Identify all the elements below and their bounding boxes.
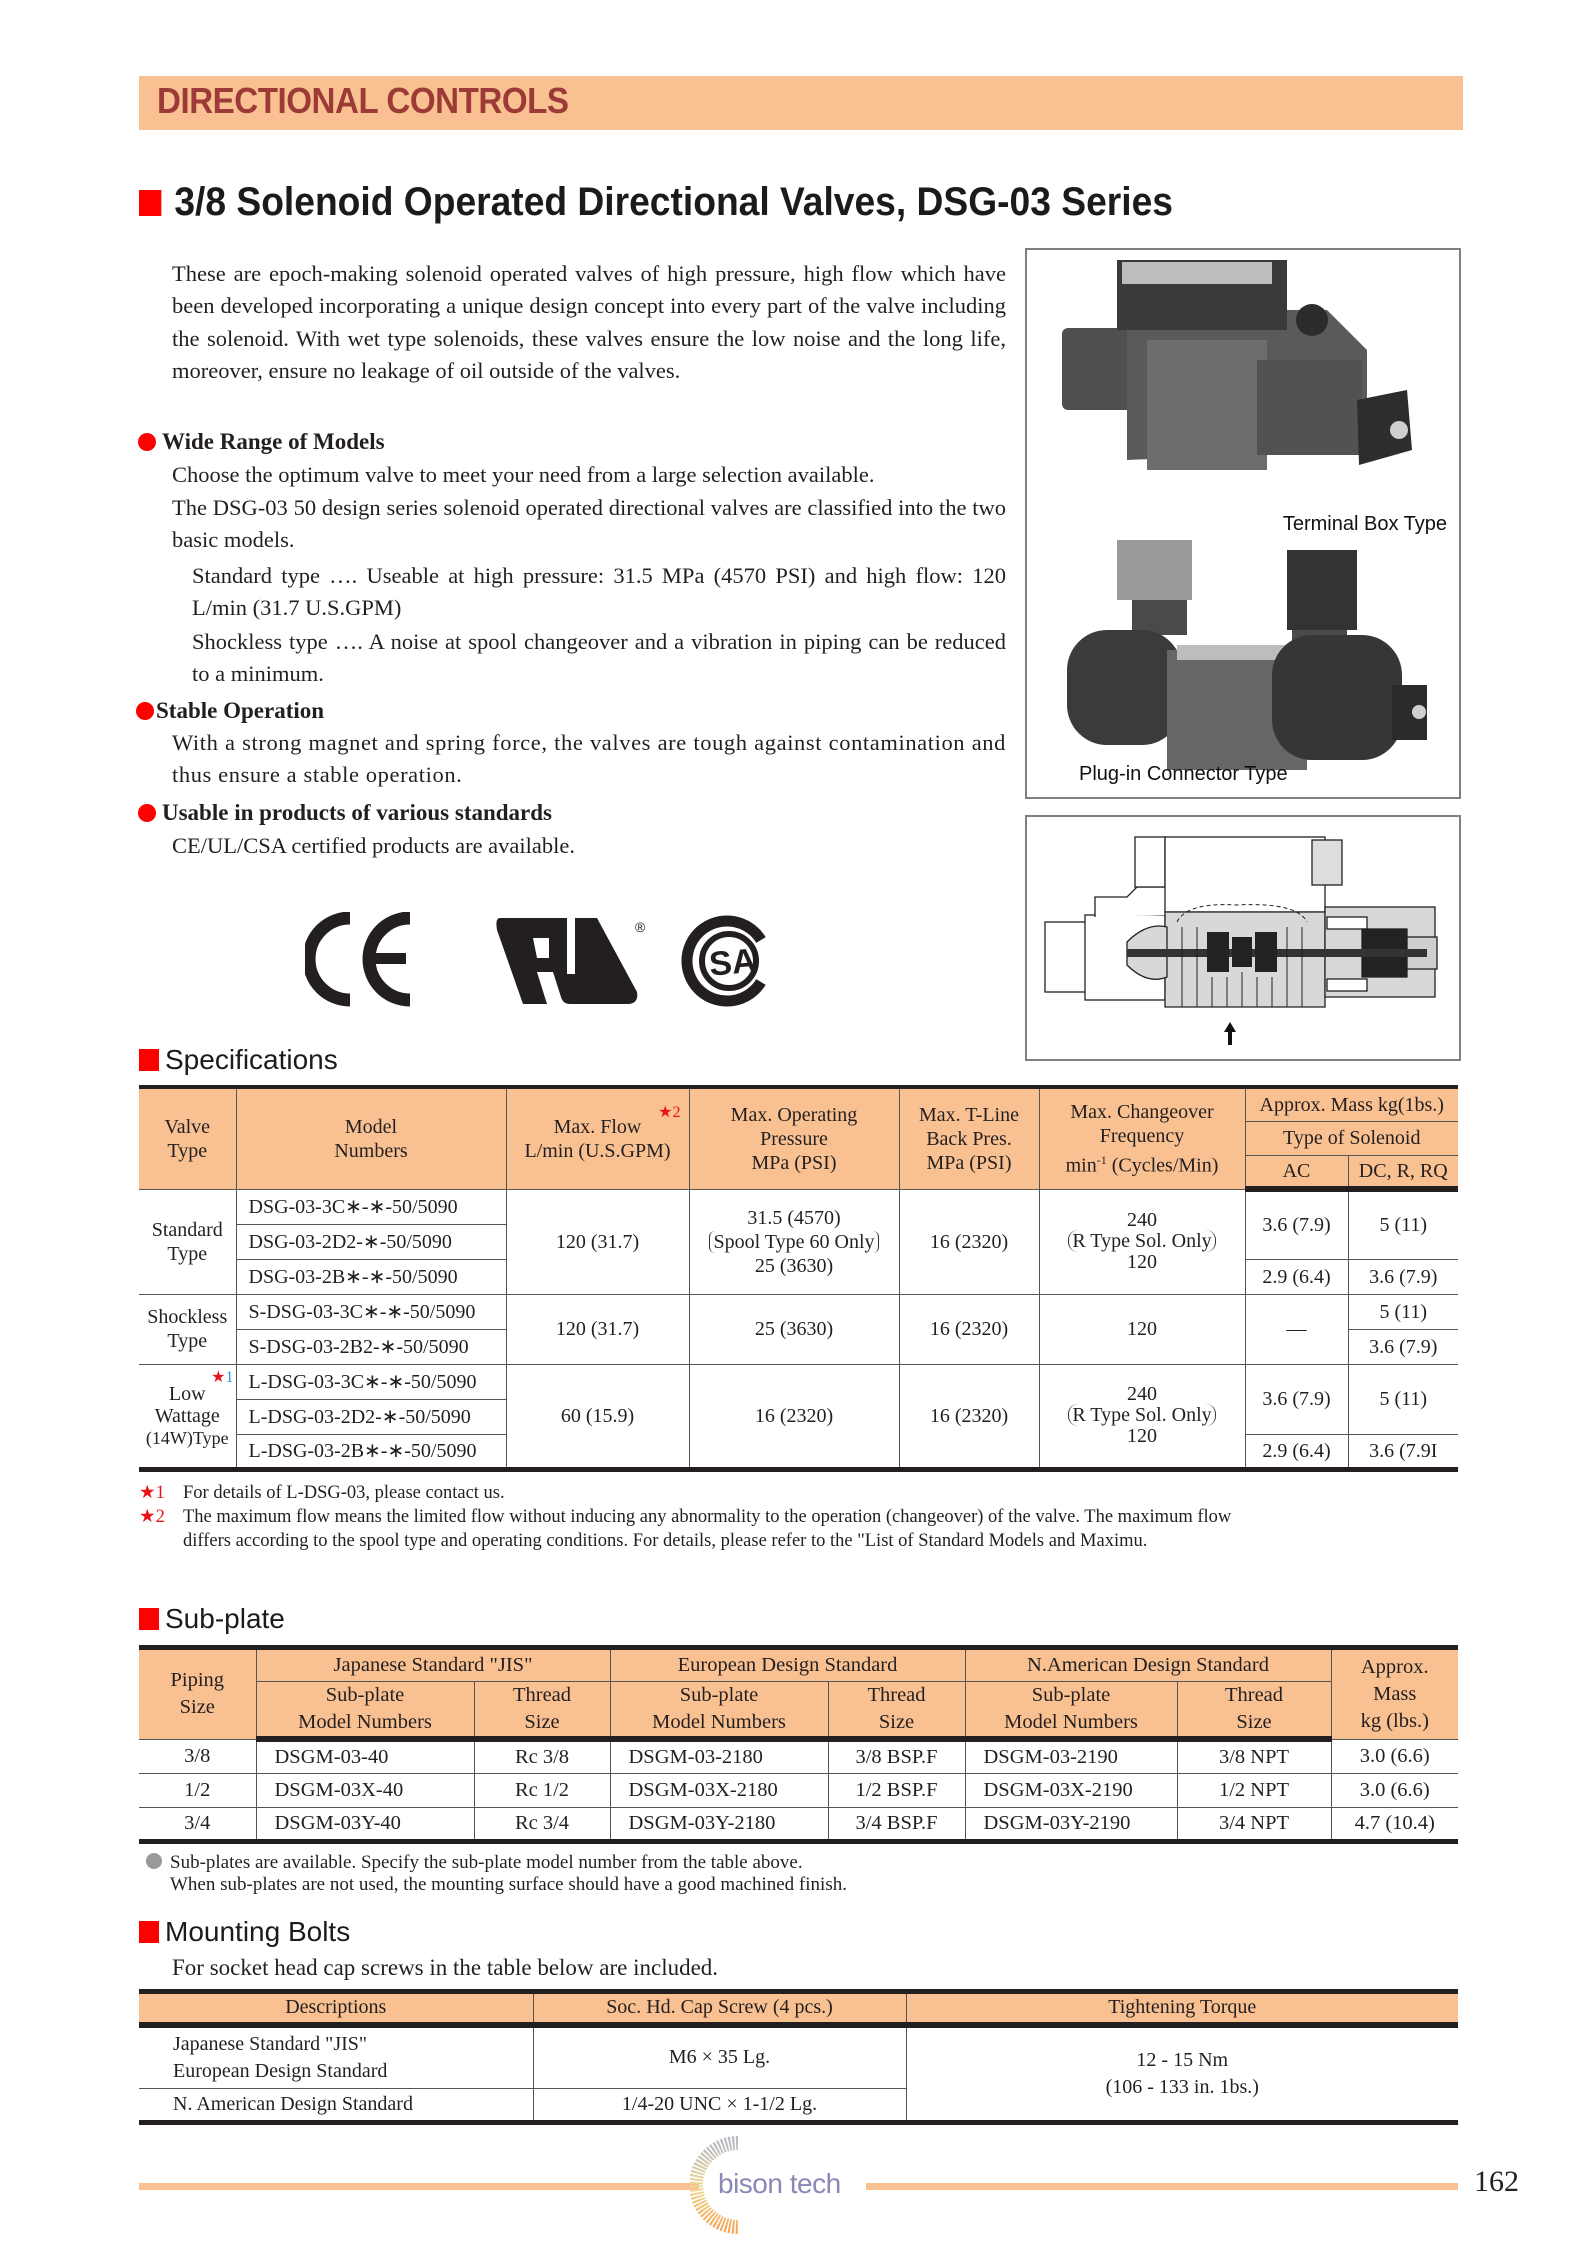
na-model: DSGM-03Y-2190 [965, 1807, 1177, 1841]
changeover-value: 240 R Type Sol. Only 120 [1039, 1364, 1245, 1469]
feature-sub-item: Shockless type …. A noise at spool changeover and a vibration in piping can be reduced to a minimum. [192, 629, 1006, 687]
footer-line-right [866, 2183, 1458, 2190]
model-number: L-DSG-03-3C∗-∗-50/5090 [236, 1364, 506, 1399]
subplate-note-2: When sub-plates are not used, the mounting surface should have a good machined finish. [170, 1874, 847, 1895]
red-bullet-icon [138, 804, 156, 822]
jis-model: DSGM-03-40 [256, 1739, 474, 1773]
eu-thread: 1/2 BSP.F [828, 1773, 965, 1807]
max-pressure-value: 31.5 (4570) Spool Type 60 Only 25 (3630) [689, 1189, 899, 1294]
feature-heading-text: Stable Operation [156, 698, 325, 723]
feature-text: With a strong magnet and spring force, the valves are tough against contamination and thus ensure a stable operation. [172, 730, 1006, 788]
specifications-table [139, 1085, 1458, 1472]
table-row [139, 1294, 1458, 1329]
eu-thread: 3/8 BSP.F [828, 1739, 965, 1773]
header-max-flow: ★2 Max. Flow L/min (U.S.GPM) [506, 1087, 689, 1189]
tightening-torque: 12 - 15 Nm (106 - 133 in. 1bs.) [906, 2025, 1458, 2123]
feature-heading-stable [136, 695, 324, 727]
section-heading-text: Specifications [165, 1044, 338, 1075]
mounting-bolts-table [139, 1989, 1458, 2125]
model-number: S-DSG-03-2B2-∗-50/5090 [236, 1329, 506, 1364]
jis-thread: Rc 1/2 [474, 1773, 610, 1807]
table-row [139, 1189, 1458, 1224]
header-approx-mass: Approx. Mass kg (lbs.) [1331, 1648, 1458, 1740]
section-heading-text: Sub-plate [165, 1603, 285, 1634]
mass-dc: 5 (11) [1348, 1189, 1458, 1259]
section-header-title: DIRECTIONAL CONTROLS [157, 80, 569, 121]
product-photo-box [1025, 248, 1461, 799]
header-european: European Design Standard [610, 1648, 965, 1682]
header-approx-mass: Approx. Mass kg(1bs.) [1245, 1087, 1458, 1121]
specification-notes [139, 1481, 1459, 1553]
photo-caption-plug-in: Plug-in Connector Type [1079, 763, 1288, 785]
footnote-star-2: ★2 [658, 1104, 681, 1121]
section-header-band [139, 76, 1463, 130]
csa-mark-icon [687, 921, 761, 1001]
footnote-2: ★2 The maximum flow means the limited flow without inducing any abnormality to the operation (changeover) of the valve. The maximum flow [139, 1507, 1232, 1527]
section-heading-specifications [139, 1044, 338, 1076]
feature-text: The DSG-03 50 design series solenoid operated directional valves are classified into the two basic models. [172, 495, 1006, 553]
intro-paragraph: These are epoch-making solenoid operated valves of high pressure, high flow which have been developed incorporating a unique design concept into every part of the valve including the solenoid. With wet type solenoids, these valves ensure the low noise and the long life, moreover, ensure no leakage of oil outside of the valves. [172, 261, 1006, 384]
feature-text: CE/UL/CSA certified products are available. [172, 833, 576, 858]
bisontech-sunburst-icon [690, 2135, 870, 2235]
mass-ac: 3.6 (7.9) [1245, 1189, 1348, 1259]
header-north-american: N.American Design Standard [965, 1648, 1331, 1682]
subplate-table [139, 1645, 1458, 1844]
feature-heading-standards [138, 797, 552, 829]
mass-ac: 2.9 (6.4) [1245, 1434, 1348, 1469]
na-thread: 1/2 NPT [1177, 1773, 1331, 1807]
footnote-1: ★1 For details of L-DSG-03, please contact us. [139, 1483, 505, 1503]
eu-model: DSGM-03Y-2180 [610, 1807, 828, 1841]
piping-size: 3/4 [139, 1807, 256, 1841]
mounting-bolts-intro: For socket head cap screws in the table below are included. [172, 1955, 719, 1980]
model-number: L-DSG-03-2B∗-∗-50/5090 [236, 1434, 506, 1469]
mass-ac: 2.9 (6.4) [1245, 1259, 1348, 1294]
header-piping-size: Piping Size [139, 1648, 256, 1740]
jis-model: DSGM-03X-40 [256, 1773, 474, 1807]
mass-dc: 5 (11) [1348, 1294, 1458, 1329]
header-type-of-solenoid: Type of Solenoid [1245, 1121, 1458, 1155]
header-thread-size: Thread Size [474, 1682, 610, 1740]
mass: 4.7 (10.4) [1331, 1807, 1458, 1841]
changeover-value: 120 [1039, 1294, 1245, 1364]
photo-caption-terminal-box: Terminal Box Type [1282, 513, 1447, 535]
feature-sub-item: Standard type …. Useable at high pressure: 31.5 MPa (4570 PSI) and high flow: 120 L/min (31.7 U.S.GPM) [192, 563, 1006, 621]
changeover-value: 240 R Type Sol. Only 120 [1039, 1189, 1245, 1294]
section-heading-mounting-bolts [139, 1916, 350, 1948]
mass-dc: 3.6 (7.9) [1348, 1329, 1458, 1364]
mass-dc: 5 (11) [1348, 1364, 1458, 1434]
subplate-notes [146, 1852, 1446, 1896]
tline-value: 16 (2320) [899, 1294, 1039, 1364]
header-max-tline: Max. T-Line Back Pres. MPa (PSI) [899, 1087, 1039, 1189]
description: N. American Design Standard [139, 2089, 533, 2123]
red-bullet-icon [136, 702, 154, 720]
header-subplate-model: Sub-plate Model Numbers [256, 1682, 474, 1740]
model-number: S-DSG-03-3C∗-∗-50/5090 [236, 1294, 506, 1329]
mass-dc: 3.6 (7.9) [1348, 1259, 1458, 1294]
mass-dc: 3.6 (7.9I [1348, 1434, 1458, 1469]
gray-bullet-icon [146, 1853, 162, 1869]
header-max-changeover: Max. Changeover Frequency $\min^{-1}$ (Cycles/Min) [1039, 1087, 1245, 1189]
jis-thread: Rc 3/4 [474, 1807, 610, 1841]
page-number: 162 [1474, 2165, 1519, 2198]
table-row [139, 1773, 1458, 1807]
tline-value: 16 (2320) [899, 1189, 1039, 1294]
header-subplate-model: Sub-plate Model Numbers [610, 1682, 828, 1740]
svg-text:bison tech: bison tech [718, 2168, 841, 2199]
valve-type-low-wattage: ★1 Low Wattage (14W)Type [139, 1364, 236, 1469]
red-bullet-icon [138, 433, 156, 451]
header-valve-type: Valve Type [139, 1087, 236, 1189]
table-row [139, 1364, 1458, 1399]
header-max-operating-pressure: Max. Operating Pressure MPa (PSI) [689, 1087, 899, 1189]
ce-mark-icon [305, 912, 775, 1007]
header-dc: DC, R, RQ [1348, 1155, 1458, 1189]
na-model: DSGM-03-2190 [965, 1739, 1177, 1773]
section-heading-subplate [139, 1603, 285, 1635]
subplate-note-1: Sub-plates are available. Specify the sub-plate model number from the table above. [146, 1852, 1446, 1874]
na-thread: 3/8 NPT [1177, 1739, 1331, 1773]
eu-model: DSGM-03-2180 [610, 1739, 828, 1773]
red-square-icon [139, 190, 161, 216]
svg-text:SA: SA [707, 941, 758, 984]
model-number: L-DSG-03-2D2-∗-50/5090 [236, 1399, 506, 1434]
piping-size: 1/2 [139, 1773, 256, 1807]
table-row [139, 1807, 1458, 1841]
eu-thread: 3/4 BSP.F [828, 1807, 965, 1841]
max-pressure-value: 25 (3630) [689, 1294, 899, 1364]
model-number: DSG-03-2D2-∗-50/5090 [236, 1224, 506, 1259]
mass-ac: 3.6 (7.9) [1245, 1364, 1348, 1434]
bisontech-logo [690, 2135, 870, 2235]
jis-thread: Rc 3/8 [474, 1739, 610, 1773]
registered-mark: ® [635, 919, 646, 935]
max-flow-value: 60 (15.9) [506, 1364, 689, 1469]
red-square-icon [139, 1608, 159, 1630]
tline-value: 16 (2320) [899, 1364, 1039, 1469]
mass-ac: — [1245, 1294, 1348, 1364]
header-model-numbers: Model Numbers [236, 1087, 506, 1189]
max-flow-value: 120 (31.7) [506, 1189, 689, 1294]
na-model: DSGM-03X-2190 [965, 1773, 1177, 1807]
feature-heading-wide-range [138, 426, 385, 458]
red-square-icon [139, 1921, 159, 1943]
feature-heading-text: Wide Range of Models [162, 429, 385, 454]
ul-mark-icon [496, 918, 637, 1004]
mass: 3.0 (6.6) [1331, 1773, 1458, 1807]
table-row [139, 2025, 1458, 2089]
cap-screw: M6 × 35 Lg. [533, 2025, 906, 2089]
valve-type-shockless: Shockless Type [139, 1294, 236, 1364]
header-torque: Tightening Torque [906, 1992, 1458, 2025]
page-title-text: 3/8 Solenoid Operated Directional Valves, DSG-03 Series [174, 180, 1173, 224]
header-thread-size: Thread Size [828, 1682, 965, 1740]
section-heading-text: Mounting Bolts [165, 1916, 351, 1947]
header-jis: Japanese Standard "JIS" [256, 1648, 610, 1682]
header-ac: AC [1245, 1155, 1348, 1189]
red-square-icon [139, 1049, 159, 1071]
header-subplate-model: Sub-plate Model Numbers [965, 1682, 1177, 1740]
mass: 3.0 (6.6) [1331, 1739, 1458, 1773]
valve-cross-section-diagram [1027, 817, 1459, 1059]
feature-heading-text: Usable in products of various standards [162, 800, 553, 825]
na-thread: 3/4 NPT [1177, 1807, 1331, 1841]
model-number: DSG-03-3C∗-∗-50/5090 [236, 1189, 506, 1224]
piping-size: 3/8 [139, 1739, 256, 1773]
valve-type-standard: Standard Type [139, 1189, 236, 1294]
cross-section-diagram-box [1025, 815, 1461, 1061]
header-cap-screw: Soc. Hd. Cap Screw (4 pcs.) [533, 1992, 906, 2025]
eu-model: DSGM-03X-2180 [610, 1773, 828, 1807]
max-flow-value: 120 (31.7) [506, 1294, 689, 1364]
description: Japanese Standard "JIS" European Design Standard [139, 2025, 533, 2089]
footer-line-left [139, 2183, 699, 2190]
cap-screw: 1/4-20 UNC × 1-1/2 Lg. [533, 2089, 906, 2123]
footnote-2-continued: differs according to the spool type and operating conditions. For details, please refer to the "List of Standard Models and Maximu. [183, 1531, 1148, 1551]
certification-logos [305, 912, 775, 1007]
model-number: DSG-03-2B∗-∗-50/5090 [236, 1259, 506, 1294]
page-title [139, 180, 1173, 225]
feature-text: Choose the optimum valve to meet your need from a large selection available. [172, 462, 875, 487]
table-row [139, 1739, 1458, 1773]
header-descriptions: Descriptions [139, 1992, 533, 2025]
max-pressure-value: 16 (2320) [689, 1364, 899, 1469]
header-thread-size: Thread Size [1177, 1682, 1331, 1740]
jis-model: DSGM-03Y-40 [256, 1807, 474, 1841]
